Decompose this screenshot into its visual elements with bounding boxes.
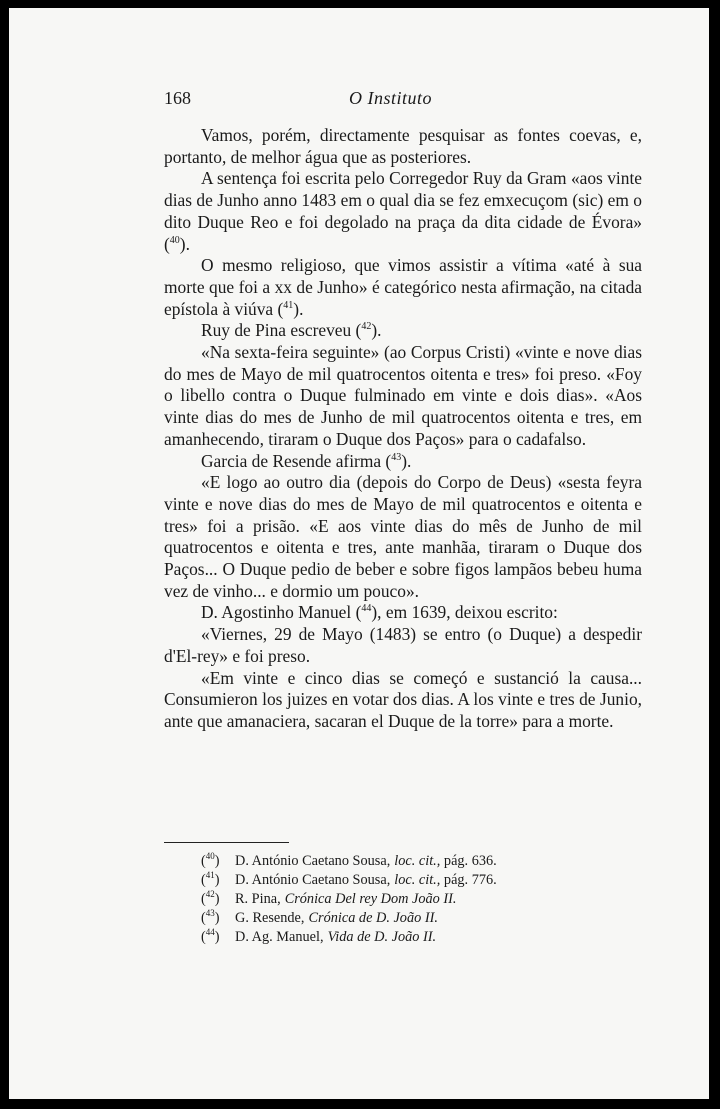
paragraph: A sentença foi escrita pelo Corregedor Ruy da Gram «aos vinte dias de Junho anno 1483 em o qual dia se fez emxecuçom (sic) em o dito Duque Reo e foi degolado na praça da dita cidade de Évora» ($^{40}$).	[164, 168, 642, 254]
footnote-ref: 44	[361, 603, 372, 615]
footnote-ref: 43	[391, 451, 402, 463]
footnote-ref: 42	[361, 321, 372, 333]
footnote-ref: 41	[283, 299, 294, 311]
paragraph: Garcia de Resende afirma ($^{43}$).	[201, 450, 412, 471]
footnote: ($^{44}$) D. Ag. Manuel, Vida de D. João II.	[201, 927, 437, 945]
paragraph: «E logo ao outro dia (depois do Corpo de Deus) «sesta feyra vinte e nove dias do mes de Mayo de mil quatrocentos e oitenta e tres» foi a prisão. «E aos vinte dias do mês de Junho de mil quatrocentos e oitenta e tres, ante manhãa, tiraram o Duque dos Paços... O Duque pedio de beber e sobre figos lampãos bebeu huma vez de vinho... e dormio um pouco».	[164, 472, 642, 601]
footnotes	[201, 852, 497, 947]
footnote: ($^{43}$) G. Resende, Crónica de D. João II.	[201, 908, 438, 926]
paragraph: Vamos, porém, directamente pesquisar as fontes coevas, e, portanto, de melhor água que as posteriores.	[164, 125, 642, 167]
paragraph: «Viernes, 29 de Mayo (1483) se entro (o Duque) a despedir d'El-rey» e foi preso.	[164, 624, 642, 666]
paragraph: «Na sexta-feira seguinte» (ao Corpus Cristi) «vinte e nove dias do mes de Mayo de mil quatrocentos oitenta e tres» foi preso. «Foy o libello contra o Duque fulminado em vinte e dois dias». «Aos vinte dias do mes de Junho de mil quatrocentos oitenta e tres, em amanhecendo, tiraram o Duque dos Paços» para o cadafalso.	[164, 342, 642, 449]
paragraph: Ruy de Pina escreveu ($^{42}$).	[201, 320, 382, 341]
page	[9, 8, 709, 1099]
footnote-ref: 40	[169, 234, 180, 246]
page-header	[9, 88, 709, 112]
running-title: O Instituto	[349, 88, 433, 108]
paragraph: «Em vinte e cinco dias se começó e sustanció la causa... Consumieron los juizes en votar dos dias. A los vinte e tres de Junio, ante que amanaciera, sacaran el Duque de la torre» para a morte.	[164, 667, 642, 731]
page-number: 168	[164, 88, 191, 108]
footnote: ($^{40}$) D. António Caetano Sousa, loc. cit., pág. 636.	[201, 851, 497, 869]
footnote: ($^{42}$) R. Pina, Crónica Del rey Dom João II.	[201, 889, 457, 907]
body-text	[164, 125, 642, 733]
footnote-divider	[164, 842, 289, 843]
footnote: ($^{41}$) D. António Caetano Sousa, loc. cit., pág. 776.	[201, 870, 497, 888]
paragraph: D. Agostinho Manuel ($^{44}$), em 1639, deixou escrito:	[201, 602, 558, 623]
paragraph: O mesmo religioso, que vimos assistir a vítima «até à sua morte que foi a xx de Junho» é categórico nesta afirmação, na citada epístola à viúva ($^{41}$).	[164, 255, 642, 319]
